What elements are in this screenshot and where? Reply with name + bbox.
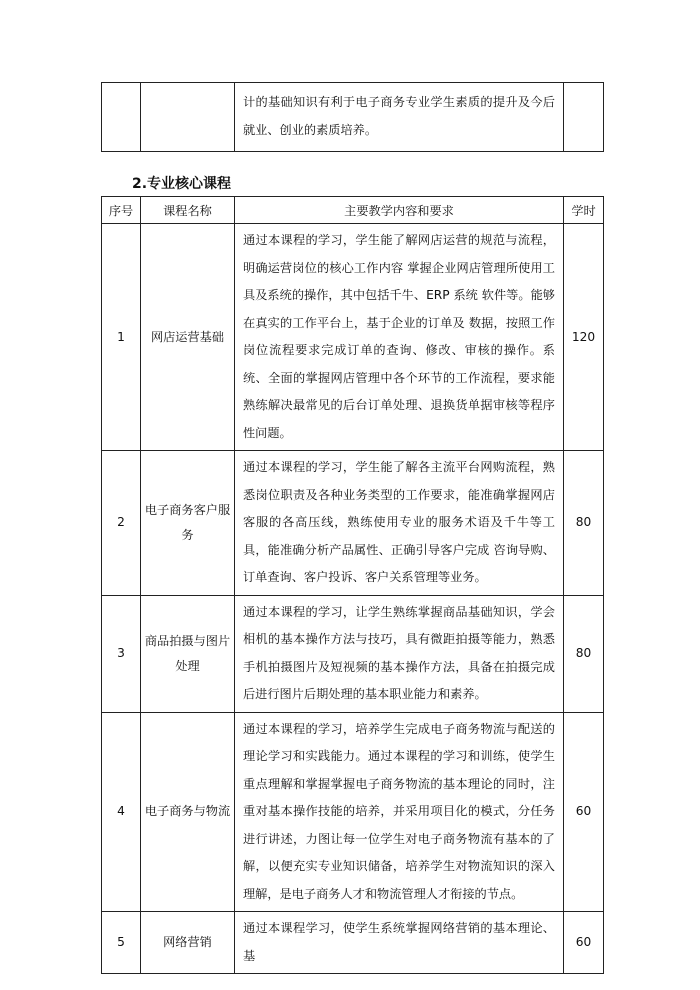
cell-hours: 60: [564, 712, 604, 912]
header-hours: 学时: [564, 197, 604, 224]
cell-content: 通过本课程的学习，让学生熟练掌握商品基础知识，学会相机的基本操作方法与技巧，具有微距拍摄等能力，熟悉手机拍摄图片及短视频的基本操作方法，具备在拍摄完成后进行图片后期处理的基本职业能力和素养。: [235, 595, 564, 712]
table-row: [102, 712, 604, 912]
cell-name: 网络营销: [141, 912, 235, 974]
table-row: [102, 451, 604, 596]
cell-hours: 120: [564, 224, 604, 451]
table-row: [102, 224, 604, 451]
cell-hours: 80: [564, 595, 604, 712]
cell-hours: 60: [564, 912, 604, 974]
cell-content: 通过本课程的学习，学生能了解各主流平台网购流程，熟悉岗位职责及各种业务类型的工作要求，能准确掌握网店客服的各高压线，熟练使用专业的服务术语及千牛等工具，能准确分析产品属性、正确引导客户完成 咨询导购、订单查询、客户投诉、客户关系管理等业务。: [235, 451, 564, 596]
table-row: [102, 595, 604, 712]
cell-name: [141, 83, 235, 152]
cell-no: 4: [102, 712, 141, 912]
section-title: 2.专业核心课程: [132, 176, 232, 192]
table-row: [102, 912, 604, 974]
cell-name: 商品拍摄与图片处理: [141, 595, 235, 712]
cell-content: 计的基础知识有利于电子商务专业学生素质的提升及今后就业、创业的素质培养。: [235, 83, 564, 152]
cell-content: 通过本课程学习，使学生系统掌握网络营销的基本理论、基: [235, 912, 564, 974]
cell-content: 通过本课程的学习，培养学生完成电子商务物流与配送的理论学习和实践能力。通过本课程的学习和训练，使学生重点理解和掌握掌握电子商务物流的基本理论的同时，注重对基本操作技能的培养，并采用项目化的模式，分任务进行讲述，力图让每一位学生对电子商务物流有基本的了解，以便充实专业知识储备，培养学生对物流知识的深入理解，是电子商务人才和物流管理人才衔接的节点。: [235, 712, 564, 912]
table-header-row: [102, 197, 604, 224]
cell-name: 电子商务与物流: [141, 712, 235, 912]
cell-no: 1: [102, 224, 141, 451]
cell-no: 5: [102, 912, 141, 974]
cell-no: 3: [102, 595, 141, 712]
table-row: [102, 83, 604, 152]
header-content: 主要教学内容和要求: [235, 197, 564, 224]
header-name: 课程名称: [141, 197, 235, 224]
cell-content: 通过本课程的学习，学生能了解网店运营的规范与流程，明确运营岗位的核心工作内容 掌握企业网店管理所使用工具及系统的操作，其中包括千牛、ERP 系统 软件等。能够在真实的工作平台上，基于企业的订单及 数据，按照工作岗位流程要求完成订单的查询、修改、审核的操作。系统、全面的掌握网店管理中各个环节的工作流程，要求能熟练解决最常见的后台订单处理、退换货单据审核等程序性问题。: [235, 224, 564, 451]
cell-no: 2: [102, 451, 141, 596]
cell-name: 电子商务客户服务: [141, 451, 235, 596]
cell-name: 网店运营基础: [141, 224, 235, 451]
header-no: 序号: [102, 197, 141, 224]
continuation-table: [101, 82, 604, 152]
cell-no: [102, 83, 141, 152]
cell-hours: 80: [564, 451, 604, 596]
core-course-table: [101, 196, 604, 974]
cell-hours: [564, 83, 604, 152]
